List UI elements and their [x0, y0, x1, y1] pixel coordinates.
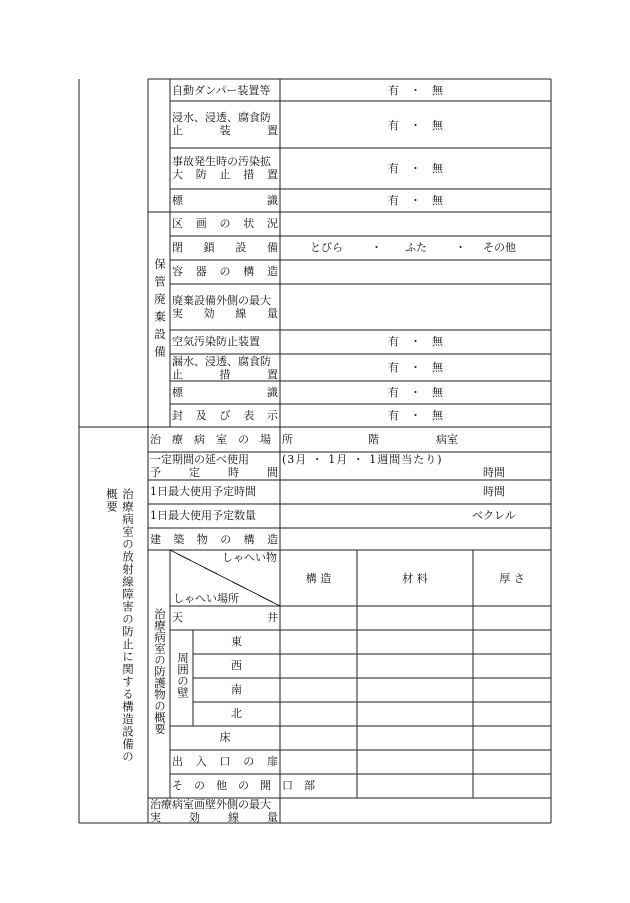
shield-diag-bottom: しゃへい場所	[173, 592, 239, 605]
shield-heading: 治療病室の防護物の概要	[153, 608, 167, 735]
shield-diag-top: しゃへい物	[222, 551, 277, 564]
storage-closure-door-option[interactable]: とびら	[310, 241, 343, 254]
storage-heading: 保管廃棄設備	[153, 258, 167, 363]
treatment-daily-time-label: 1日最大使用予定時間	[150, 485, 256, 498]
treatment-floor-unit: 階	[368, 433, 379, 446]
storage-air-label: 空気汚染防止装置	[172, 335, 260, 348]
treatment-period-label: 一定期間の延べ使用 予 定 時 間	[150, 453, 278, 479]
wall-south-label: 南	[231, 683, 242, 696]
sign-value[interactable]: 有 ・ 無	[388, 194, 443, 207]
column-material: 材 料	[402, 572, 428, 585]
wall-dose-label: 治療病室画壁外側の最大 実 効 線 量	[150, 798, 278, 824]
storage-seal-value[interactable]: 有 ・ 無	[388, 409, 443, 422]
storage-closure-sep1: ・	[371, 241, 382, 254]
column-thickness: 厚 さ	[499, 572, 525, 585]
treatment-daily-time-unit: 時間	[483, 485, 505, 498]
door-label: 出 入 口 の 扉	[172, 755, 278, 768]
storage-sign-label: 標 識	[172, 386, 278, 399]
storage-dose-label: 廃棄設備外側の最大 実 効 線 量	[172, 294, 278, 320]
storage-air-value[interactable]: 有 ・ 無	[388, 335, 443, 348]
wall-north-label: 北	[231, 707, 242, 720]
treatment-period-unit: 時間	[483, 466, 505, 479]
treatment-period-note: (3月 ・ 1月 ・ 1週間当たり)	[282, 453, 443, 466]
storage-seal-label: 封 及 び 表 示	[172, 409, 278, 422]
building-structure-label: 建 築 物 の 構 造	[150, 533, 278, 546]
flood-prevention-value[interactable]: 有 ・ 無	[388, 119, 443, 132]
other-opening-label: そ の 他 の 開 口 部	[172, 779, 315, 792]
storage-closure-lid-option[interactable]: ふた	[405, 241, 427, 254]
flood-prevention-label: 浸水、浸透、腐食防 止 装 置	[172, 111, 278, 137]
storage-compartment-label: 区 画 の 状 況	[172, 217, 278, 230]
ceiling-label: 天 井	[172, 611, 278, 624]
walls-heading: 周囲の壁	[176, 652, 190, 698]
wall-east-label: 東	[231, 635, 242, 648]
accident-prevention-label: 事故発生時の汚染拡 大 防 止 措 置	[172, 155, 278, 181]
storage-leak-label: 漏水、浸透、腐食防 止 措 置	[172, 355, 278, 381]
accident-prevention-value[interactable]: 有 ・ 無	[388, 162, 443, 175]
storage-container-label: 容 器 の 構 造	[172, 265, 278, 278]
treatment-daily-amount-unit: ベクレル	[472, 509, 516, 522]
storage-leak-value[interactable]: 有 ・ 無	[388, 361, 443, 374]
storage-closure-other-option[interactable]: その他	[483, 241, 516, 254]
treatment-heading: 治療病室の放射線障害の防止に関する構造設備の概要	[105, 488, 135, 763]
storage-closure-label: 閉 鎖 設 備	[172, 241, 278, 254]
treatment-location-label: 治 療 病 室 の 場 所	[150, 433, 293, 446]
floor-label: 床	[219, 731, 231, 744]
storage-sign-value[interactable]: 有 ・ 無	[388, 386, 443, 399]
sign-label: 標 識	[172, 194, 278, 207]
column-structure: 構 造	[305, 572, 332, 585]
auto-damper-value[interactable]: 有 ・ 無	[388, 84, 443, 97]
wall-west-label: 西	[231, 659, 242, 672]
treatment-room-unit: 病室	[436, 433, 458, 446]
auto-damper-label: 自動ダンパー装置等	[172, 84, 271, 97]
storage-closure-sep2: ・	[455, 241, 466, 254]
treatment-daily-amount-label: 1日最大使用予定数量	[150, 509, 256, 522]
